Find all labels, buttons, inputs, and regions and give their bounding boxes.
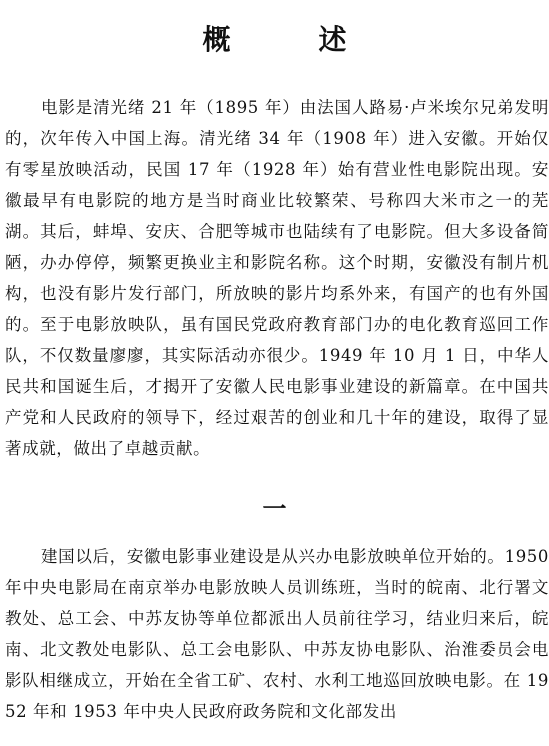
page-title: 概 述 [202, 22, 377, 56]
section-number: 一 [262, 495, 287, 523]
section-one-paragraph: 建国以后，安徽电影事业建设是从兴办电影放映单位开始的。1950 年中央电影局在南京举办电影放映人员训练班，当时的皖南、北行署文教处、总工会、中苏友协等单位都派出人员前往学习，结业归来后，皖南、北文教处电影队、总工会电影队、中苏友协电影队、治淮委员会电影队相继成立，开始在全省工矿、农村、水利工地巡回放映电影。在 1952 年和 1953 年中央人民政府政务院和文化部发出 [5, 547, 549, 721]
intro-paragraph: 电影是清光绪 21 年（1895 年）由法国人路易·卢米埃尔兄弟发明的，次年传入中国上海。清光绪 34 年（1908 年）进入安徽。开始仅有零星放映活动，民国 17 年（1928 年）始有营业性电影院出现。安徽最早有电影院的地方是当时商业比较繁荣、号称四大米市之一的芜湖。其后，蚌埠、安庆、合肥等城市也陆续有了电影院。但大多设备简陋，办办停停，频繁更换业主和影院名称。这个时期，安徽没有制片机构，也没有影片发行部门，所放映的影片均系外来，有国产的也有外国的。至于电影放映队，虽有国民党政府教育部门办的电化教育巡回工作队，不仅数量廖廖，其实际活动亦很少。1949 年 10 月 1 日，中华人民共和国诞生后，才揭开了安徽人民电影事业建设的新篇章。在中国共产党和人民政府的领导下，经过艰苦的创业和几十年的建设，取得了显著成就，做出了卓越贡献。 [5, 98, 549, 458]
